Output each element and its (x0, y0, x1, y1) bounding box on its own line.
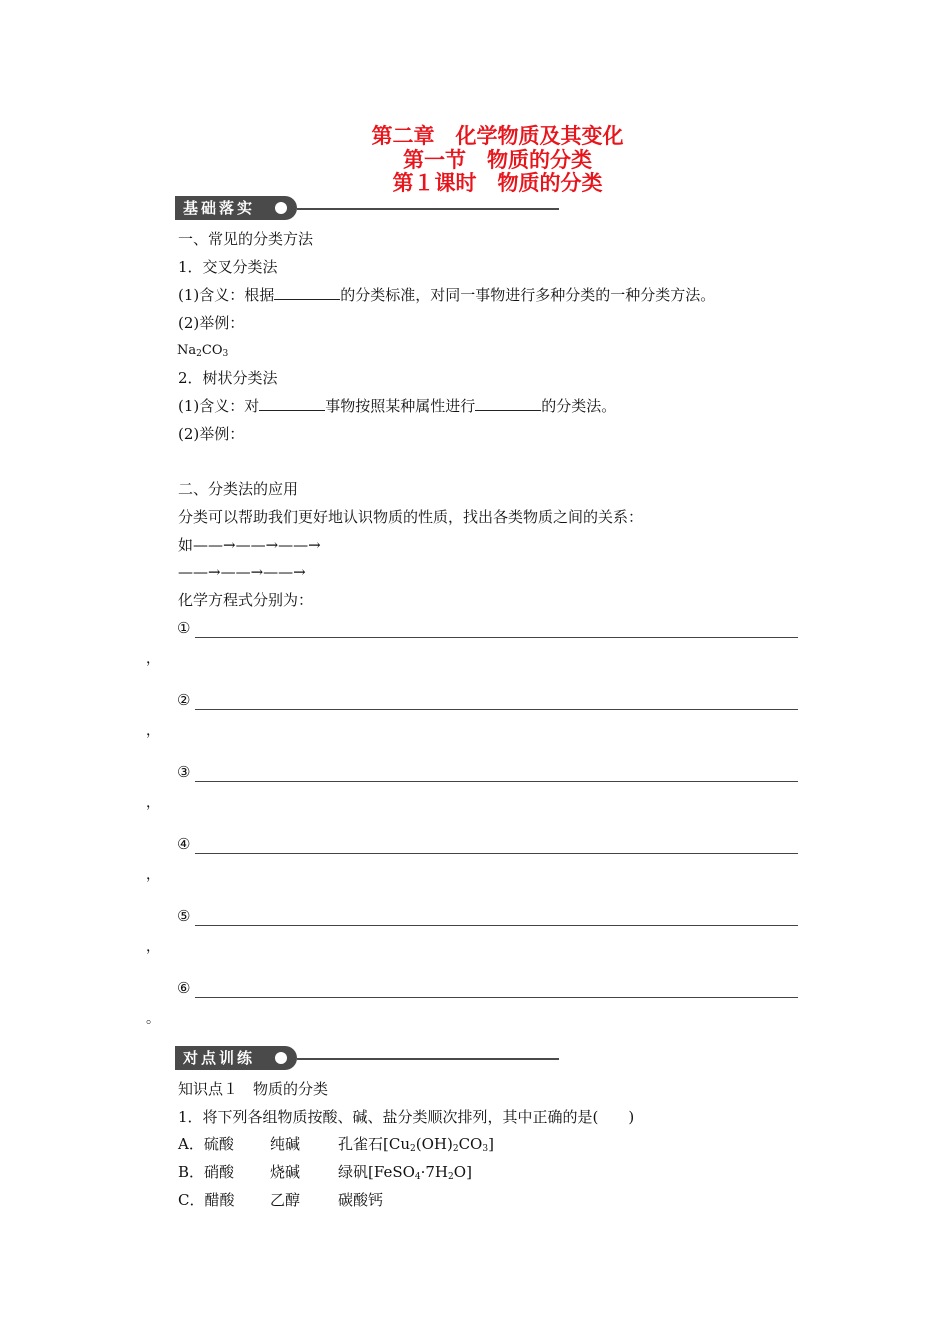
bullet-icon (275, 202, 287, 214)
fill-blank[interactable] (475, 396, 541, 411)
applications-intro: 分类可以帮助我们更好地认识物质的性质，找出各类物质之间的关系： (178, 508, 644, 526)
formula-na2co3 (177, 341, 228, 361)
option-base: 纯碱 (270, 1135, 301, 1153)
option-base: 乙醇 (270, 1191, 301, 1209)
lesson-title: 第１课时 物质的分类 (392, 171, 603, 195)
subscript: 2 (448, 1172, 454, 1182)
banner-label: 基础落实 (175, 196, 297, 220)
text: ] (488, 1135, 494, 1153)
equation-line-5[interactable] (177, 906, 798, 926)
text: 的分类标准，对同一事物进行多种分类的一种分类方法。 (340, 286, 716, 304)
section-banner-basics (175, 196, 559, 222)
text: 绿矾[FeSO (338, 1163, 415, 1181)
banner-label: 对点训练 (175, 1046, 297, 1070)
subscript: 3 (482, 1144, 489, 1154)
equation-number: ② (177, 691, 191, 709)
text: O] (453, 1163, 472, 1181)
equation-number: ① (177, 619, 191, 637)
equation-number: ③ (177, 763, 191, 781)
chapter-title: 第二章 化学物质及其变化 (371, 124, 624, 148)
answer-underline (195, 925, 798, 926)
subscript: 2 (410, 1144, 416, 1154)
equation-line-4[interactable] (177, 834, 798, 854)
text: CO (458, 1135, 483, 1153)
heading-classification-methods: 一、常见的分类方法 (178, 230, 314, 248)
text: (1)含义：根据 (178, 286, 275, 304)
text: CO (201, 343, 223, 358)
method2-title: 2．树状分类法 (178, 369, 278, 387)
option-salt: 碳酸钙 (338, 1191, 384, 1209)
relation-chain-1: 如——→——→——→ (178, 536, 321, 554)
section-title: 第一节 物质的分类 (403, 148, 592, 172)
banner-rule (297, 208, 559, 210)
equation-line-6[interactable] (177, 978, 798, 998)
option-b[interactable] (178, 1162, 472, 1182)
fill-blank[interactable] (259, 396, 325, 411)
method2-definition (178, 396, 616, 416)
comma: ， (146, 939, 160, 955)
period: 。 (146, 1011, 160, 1027)
method2-example-label: (2)举例： (178, 425, 245, 443)
comma: ， (146, 651, 160, 667)
fill-blank[interactable] (274, 285, 340, 300)
option-c[interactable] (178, 1190, 383, 1210)
option-base: 烧碱 (270, 1163, 301, 1181)
text: ·7H (420, 1163, 449, 1181)
comma: ， (146, 867, 160, 883)
text: (OH) (415, 1135, 453, 1153)
section-banner-practice (175, 1046, 559, 1072)
question-1: 1．将下列各组物质按酸、碱、盐分类顺次排列，其中正确的是( ) (178, 1108, 635, 1126)
equation-number: ⑤ (177, 907, 191, 925)
banner-rule (297, 1058, 559, 1060)
comma: ， (146, 723, 160, 739)
method1-definition (178, 285, 715, 305)
heading-applications: 二、分类法的应用 (178, 480, 299, 498)
equations-intro: 化学方程式分别为： (178, 591, 314, 609)
text: Na (177, 343, 197, 358)
answer-underline (195, 997, 798, 998)
equation-number: ⑥ (177, 979, 191, 997)
equation-line-1[interactable] (177, 618, 798, 638)
equation-number: ④ (177, 835, 191, 853)
option-label: B．硝酸 (178, 1163, 235, 1181)
answer-underline (195, 709, 798, 710)
option-label: A．硫酸 (178, 1135, 234, 1153)
equation-line-2[interactable] (177, 690, 798, 710)
text: 事物按照某种属性进行 (325, 397, 476, 415)
text: 孔雀石[Cu (338, 1135, 410, 1153)
option-salt (338, 1163, 472, 1181)
method1-title: 1．交叉分类法 (178, 258, 278, 276)
option-label: C．醋酸 (178, 1191, 235, 1209)
text: 的分类法。 (541, 397, 617, 415)
relation-chain-2: ——→——→——→ (178, 563, 306, 581)
knowledge-point-1: 知识点１ 物质的分类 (178, 1080, 329, 1098)
bullet-icon (275, 1052, 287, 1064)
equation-line-3[interactable] (177, 762, 798, 782)
subscript: 4 (414, 1172, 421, 1182)
option-salt (338, 1135, 494, 1153)
answer-underline (195, 781, 798, 782)
option-a[interactable] (178, 1134, 494, 1154)
method1-example-label: (2)举例： (178, 314, 245, 332)
text: (1)含义：对 (178, 397, 260, 415)
subscript: 3 (222, 349, 229, 359)
comma: ， (146, 795, 160, 811)
answer-underline (195, 853, 798, 854)
answer-underline (195, 637, 798, 638)
subscript: 2 (452, 1144, 459, 1154)
subscript: 2 (196, 349, 202, 359)
